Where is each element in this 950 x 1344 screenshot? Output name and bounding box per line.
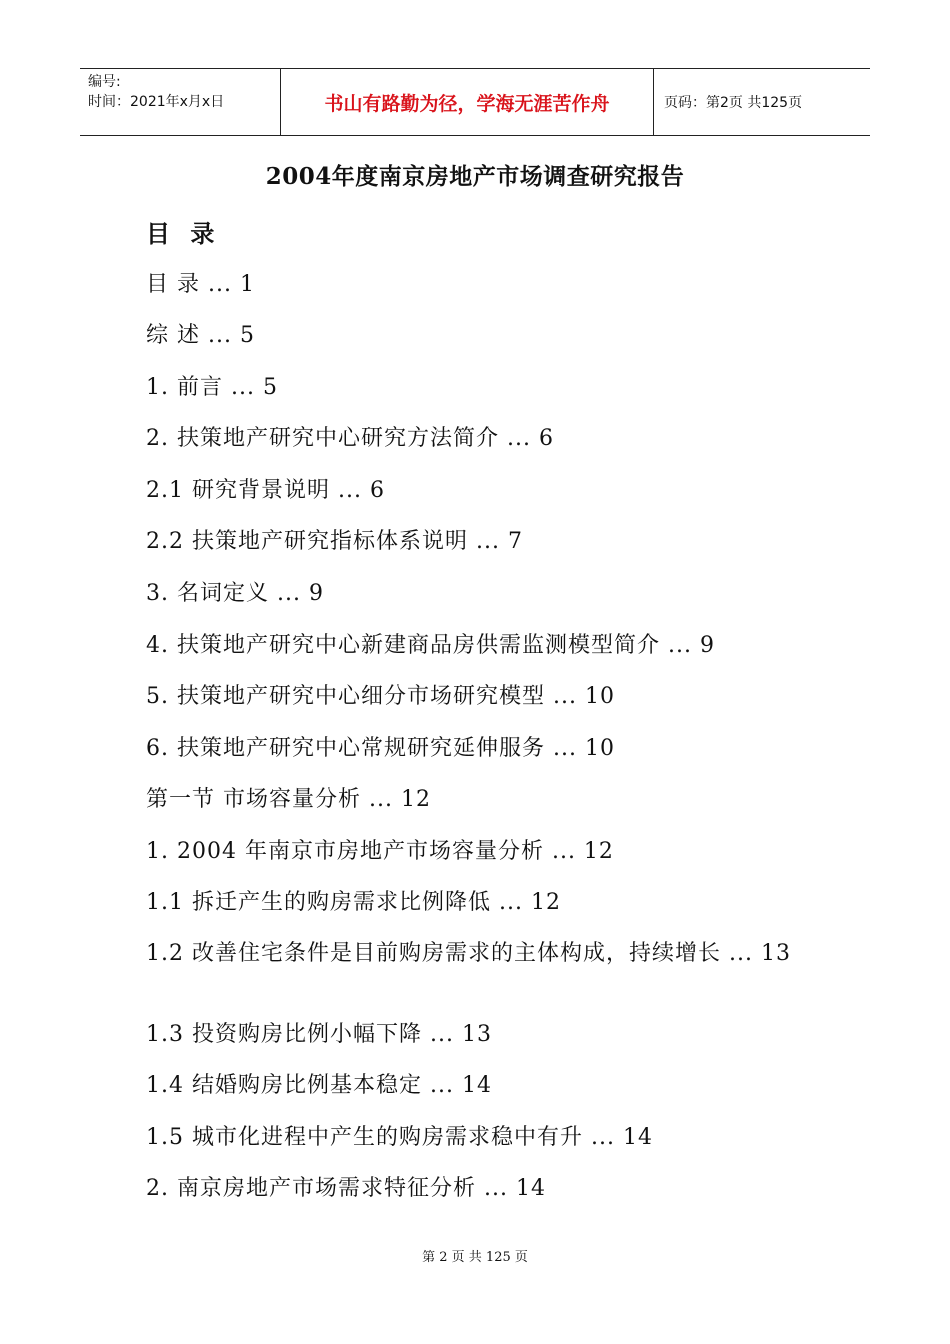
time-label: 时间：2021年x月x日 <box>88 94 225 110</box>
toc-entry[interactable]: 6. 扶策地产研究中心常规研究延伸服务 ... 10 <box>146 736 615 761</box>
page-header <box>80 68 870 136</box>
toc-entry[interactable]: 4. 扶策地产研究中心新建商品房供需监测模型简介 ... 9 <box>146 633 715 658</box>
toc-entry[interactable]: 1.2 改善住宅条件是目前购房需求的主体构成，持续增长 ... 13 <box>146 941 791 966</box>
header-meta <box>80 69 281 135</box>
toc-entry[interactable]: 目 录 ... 1 <box>146 272 255 297</box>
toc-entry[interactable]: 2. 南京房地产市场需求特征分析 ... 14 <box>146 1176 546 1201</box>
toc-entry[interactable]: 2. 扶策地产研究中心研究方法简介 ... 6 <box>146 426 554 451</box>
toc-entry[interactable]: 1.5 城市化进程中产生的购房需求稳中有升 ... 14 <box>146 1125 653 1150</box>
toc-entry[interactable]: 1. 2004 年南京市房地产市场容量分析 ... 12 <box>146 839 614 864</box>
toc-entry[interactable]: 1. 前言 ... 5 <box>146 375 278 400</box>
header-page-info: 页码：第2页 共125页 <box>664 95 803 111</box>
toc-entry[interactable]: 1.4 结婚购房比例基本稳定 ... 14 <box>146 1073 492 1098</box>
document-title: 2004年度南京房地产市场调查研究报告 <box>265 163 685 190</box>
toc-entry[interactable]: 1.1 拆迁产生的购房需求比例降低 ... 12 <box>146 890 561 915</box>
toc-entry[interactable]: 1.3 投资购房比例小幅下降 ... 13 <box>146 1022 492 1047</box>
toc-entry[interactable]: 综 述 ... 5 <box>146 323 255 348</box>
toc-entry[interactable]: 5. 扶策地产研究中心细分市场研究模型 ... 10 <box>146 684 615 709</box>
toc-entry[interactable]: 2.1 研究背景说明 ... 6 <box>146 478 385 503</box>
page-footer: 第 2 页 共 125 页 <box>422 1250 528 1265</box>
toc-entry[interactable]: 2.2 扶策地产研究指标体系说明 ... 7 <box>146 529 523 554</box>
toc-entry[interactable]: 第一节 市场容量分析 ... 12 <box>146 787 431 812</box>
toc-heading: 目 录 <box>146 219 221 248</box>
header-motto: 书山有路勤为径，学海无涯苦作舟 <box>281 69 654 135</box>
number-label: 编号: <box>88 74 121 90</box>
toc-entry[interactable]: 3. 名词定义 ... 9 <box>146 581 324 606</box>
